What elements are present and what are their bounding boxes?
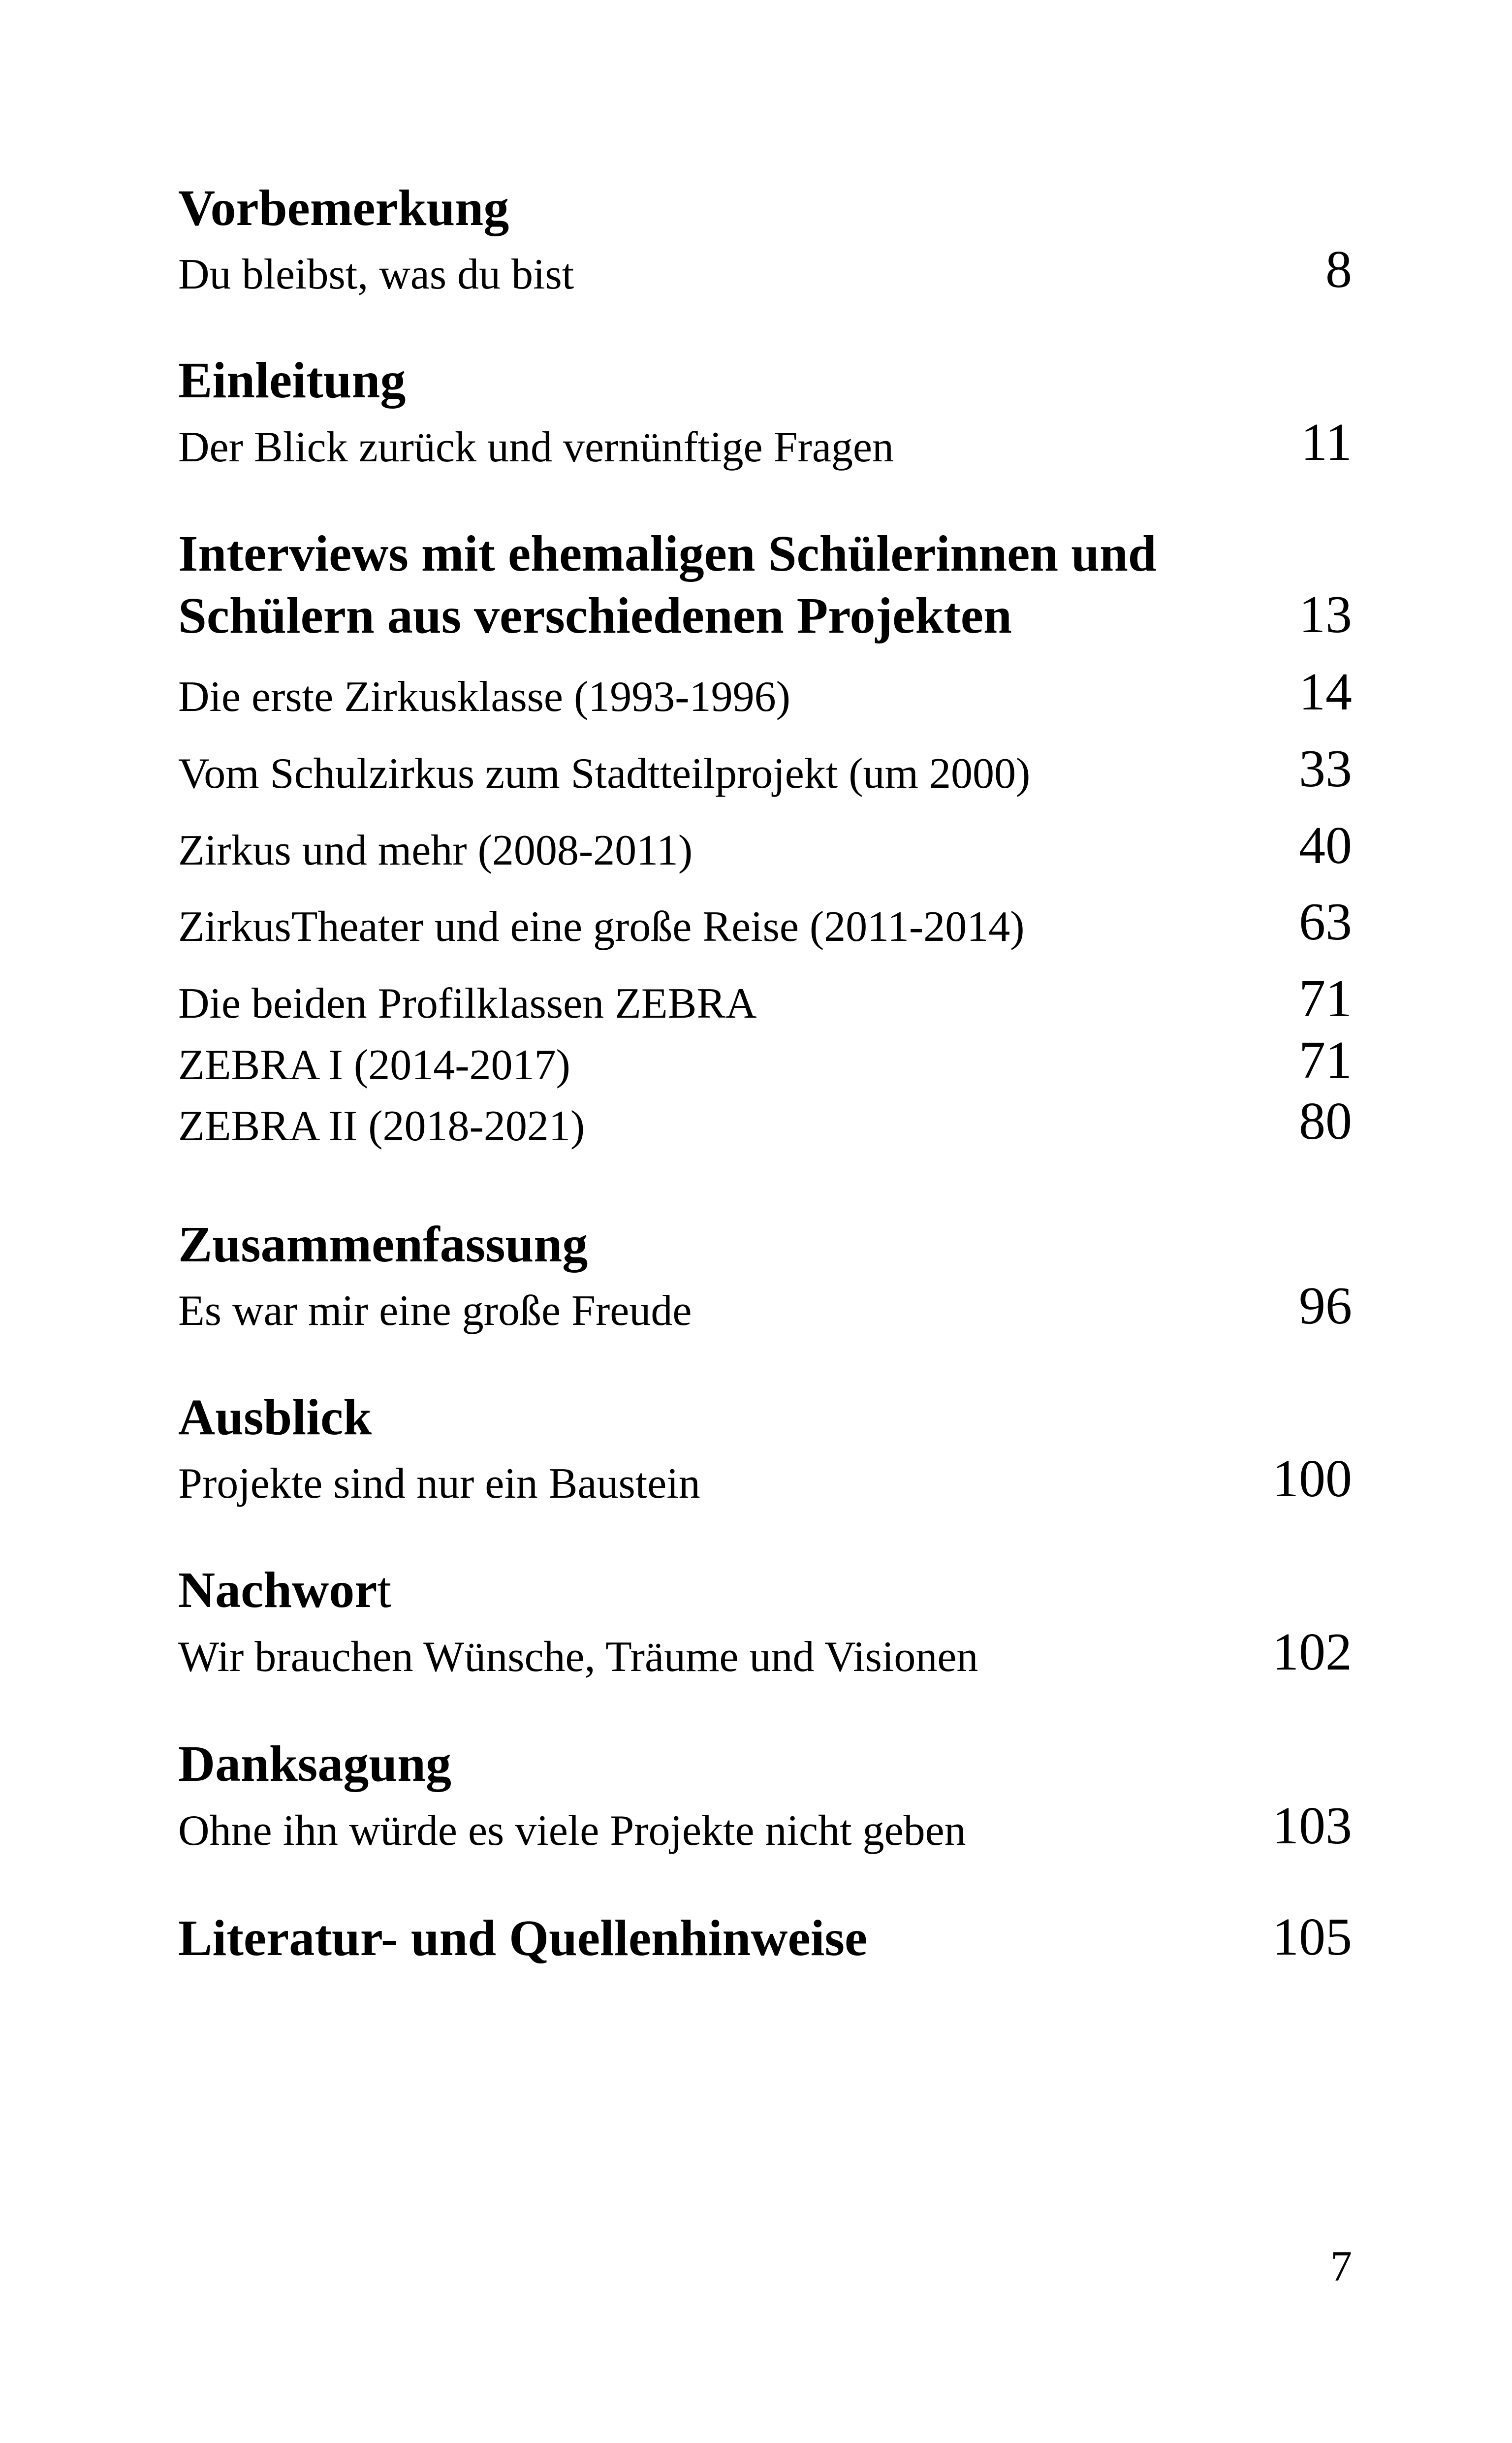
- toc-heading-interviews-line2: [178, 573, 1352, 642]
- toc-heading-nachwort: [178, 1547, 1352, 1616]
- toc-entry: [178, 727, 1352, 796]
- toc-entry: [178, 957, 1352, 1026]
- entry-title: ZEBRA II (2018-2021): [178, 1102, 585, 1150]
- entry-page: 105: [1272, 1908, 1352, 1966]
- heading-text: Schülern aus verschiedenen Projekten: [178, 587, 1012, 644]
- toc-entry: [178, 1079, 1352, 1151]
- toc-entry-ausblick: [178, 1437, 1352, 1506]
- heading-text: [178, 1562, 392, 1618]
- entry-page: 71: [1299, 1031, 1352, 1090]
- entry-title: Vom Schulzirkus zum Stadtteilprojekt (um 2000): [178, 750, 1031, 798]
- entry-title: Die beiden Profilklassen ZEBRA: [178, 980, 757, 1028]
- entry-page: 8: [1325, 240, 1352, 299]
- entry-page: 80: [1299, 1092, 1352, 1151]
- toc-heading-interviews-line1: [178, 511, 1352, 582]
- heading-text: Danksagung: [178, 1736, 451, 1792]
- toc-heading-einleitung: [178, 337, 1352, 409]
- entry-title: Du bleibst, was du bist: [178, 251, 574, 298]
- toc-entry-einleitung: [178, 400, 1352, 472]
- entry-page: 40: [1299, 816, 1352, 875]
- toc-entry: [178, 880, 1352, 949]
- entry-title: ZirkusTheater und eine große Reise (2011-2014): [178, 903, 1025, 951]
- entry-title: Ohne ihn würde es viele Projekte nicht geben: [178, 1807, 966, 1855]
- toc-heading-zusammenfassung: [178, 1201, 1352, 1273]
- toc-heading-danksagung: [178, 1721, 1352, 1790]
- entry-page: 96: [1299, 1277, 1352, 1335]
- toc-heading-literatur: [178, 1895, 1352, 1964]
- toc-heading-ausblick: [178, 1374, 1352, 1446]
- heading-text-bold: Nachwor: [178, 1562, 378, 1618]
- entry-page: 100: [1272, 1449, 1352, 1508]
- toc-entry-danksagung: [178, 1784, 1352, 1853]
- toc-entry-zusammenfassung: [178, 1264, 1352, 1333]
- entry-page: 71: [1299, 969, 1352, 1028]
- entry-title: Zirkus und mehr (2008-2011): [178, 827, 693, 874]
- heading-text-light: t: [377, 1562, 392, 1618]
- heading-text: Einleitung: [178, 352, 406, 409]
- heading-text: Interviews mit ehemaligen Schülerinnen und: [178, 525, 1157, 582]
- entry-page: 14: [1299, 663, 1352, 721]
- toc-entry-vorbemerkung: [178, 227, 1352, 299]
- heading-text: Ausblick: [178, 1389, 372, 1446]
- entry-page: 33: [1299, 739, 1352, 798]
- toc-entry: [178, 1018, 1352, 1090]
- entry-page: 63: [1299, 893, 1352, 951]
- entry-page: 11: [1301, 413, 1352, 472]
- entry-page: 102: [1272, 1623, 1352, 1681]
- page-number: 7: [1330, 2243, 1352, 2290]
- entry-page: 103: [1272, 1797, 1352, 1855]
- heading-text: Literatur- und Quellenhinweise: [178, 1910, 868, 1966]
- entry-title: Projekte sind nur ein Baustein: [178, 1460, 700, 1508]
- entry-title: Wir brauchen Wünsche, Träume und Visionen: [178, 1633, 978, 1681]
- toc-entry: [178, 650, 1352, 719]
- toc-heading-vorbemerkung: [178, 165, 1352, 234]
- heading-text: Vorbemerkung: [178, 180, 509, 236]
- entry-title: Die erste Zirkusklasse (1993-1996): [178, 673, 790, 721]
- entry-title: Der Blick zurück und vernünftige Fragen: [178, 423, 894, 471]
- entry-page: 13: [1299, 585, 1352, 644]
- entry-title: Es war mir eine große Freude: [178, 1287, 692, 1335]
- entry-title: ZEBRA I (2014-2017): [178, 1041, 570, 1089]
- heading-text: Zusammenfassung: [178, 1216, 588, 1273]
- toc-entry-nachwort: [178, 1610, 1352, 1679]
- toc-entry: [178, 804, 1352, 875]
